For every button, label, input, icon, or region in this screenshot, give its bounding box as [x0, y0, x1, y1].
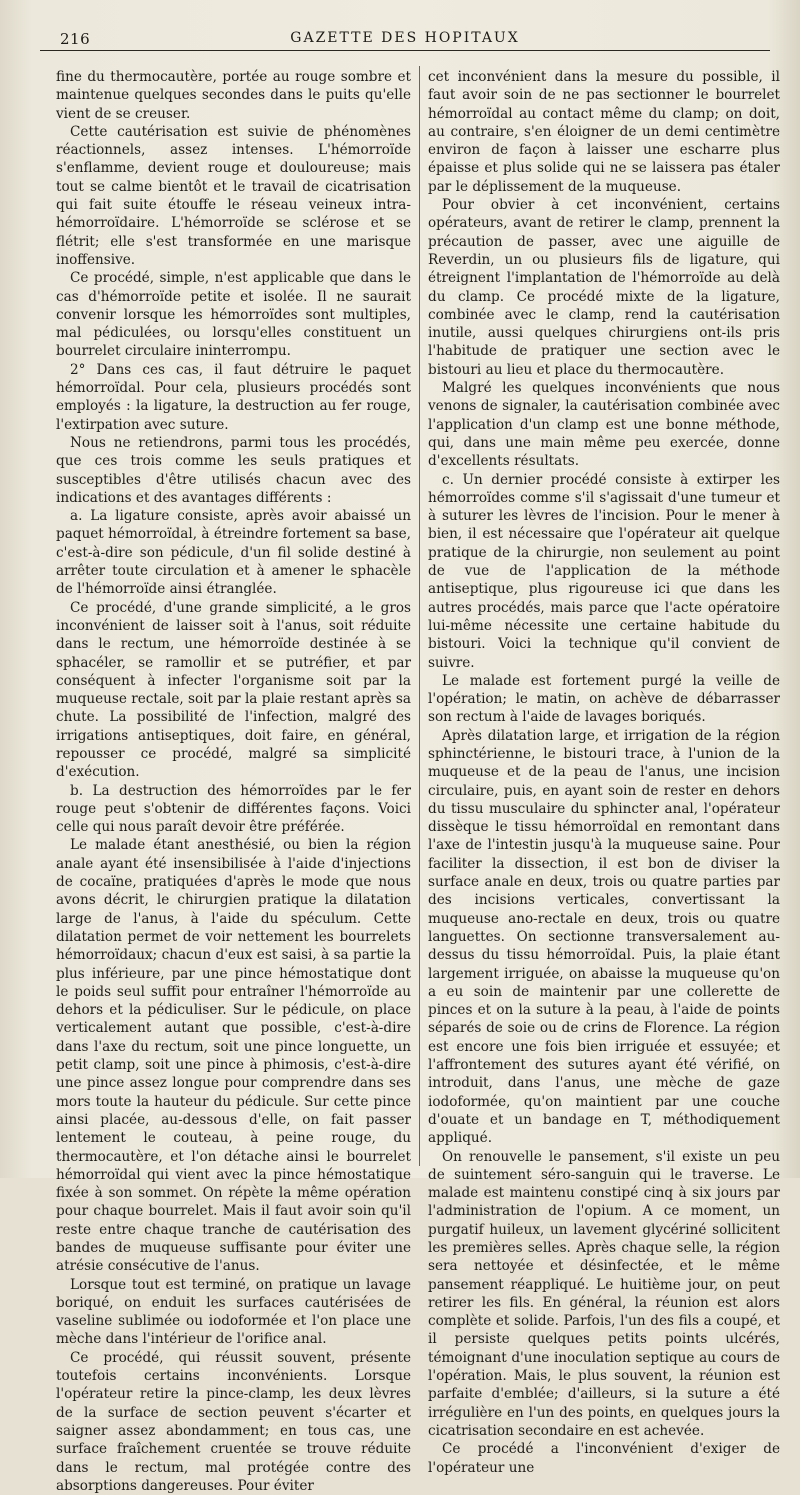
paragraph: cet inconvénient dans la mesure du possible, il faut avoir soin de ne pas sectionner le bourrelet hémorroïdal au contact même du clamp; on doit, au contraire, s'en éloigner de un demi centimètre environ de façon à laisser une escharre plus épaisse et plus solide qui ne se laissera pas étaler par le déplissement de la muqueuse. — [428, 69, 780, 195]
page-header — [40, 28, 770, 51]
paragraph: Ce procédé, simple, n'est applicable que dans le cas d'hémorroïde petite et isolée. Il ne saurait convenir lorsque les hémorroïdes sont multiples, mal pédiculées, ou lorsqu'elles constituent un bourrelet circulaire ininterrompu. — [56, 270, 411, 360]
journal-title: GAZETTE DES HOPITAUX — [290, 30, 520, 46]
paragraph: Pour obvier à cet inconvénient, certains opérateurs, avant de retirer le clamp, prennent la précaution de passer, avec une aiguille de Reverdin, un ou plusieurs fils de ligature, qui étreignent l'implantation de l'hémorroïde au delà du clamp. Ce procédé mixte de la ligature, combinée avec le clamp, rend la cautérisation inutile, aussi quelques chirurgiens ont-ils pris l'habitude de pratiquer une section avec le bistouri au lieu et place du thermocautère. — [428, 197, 780, 378]
column-divider — [419, 66, 420, 1166]
paragraph: Le malade est fortement purgé la veille de l'opération; le matin, on achève de débarrasser son rectum à l'aide de lavages boriqués. — [428, 672, 780, 726]
paragraph: Lorsque tout est terminé, on pratique un lavage boriqué, on enduit les surfaces cautérisées de vaseline sublimée ou iodoformée et l'on place une mèche dans l'intérieur de l'orifice anal. — [56, 1276, 411, 1348]
paragraph: 2° Dans ces cas, il faut détruire le paquet hémorroïdal. Pour cela, plusieurs procédés sont employés : la ligature, la destruction au fer rouge, l'extirpation avec suture. — [56, 361, 411, 433]
paragraph: Cette cautérisation est suivie de phénomènes réactionnels, assez intenses. L'hémorroïde s'enflamme, devient rouge et douloureuse; mais tout se calme bientôt et le travail de cicatrisation qui fait suite étouffe le réseau veineux intra-hémorroïdaire. L'hémorroïde se sclérose et se flétrit; elle s'est transformée en une marisque inoffensive. — [56, 123, 411, 268]
paragraph: c. Un dernier procédé consiste à extirper les hémorroïdes comme s'il s'agissait d'une tumeur et à suturer les lèvres de l'incision. Pour le mener à bien, il est nécessaire que l'opérateur ait quelque pratique de la chirurgie, non seulement au point de vue de l'application de la méthode antiseptique, plus rigoureuse ici que dans les autres procédés, mais parce que l'acte opératoire lui-même nécessite une certaine habitude du bistouri. Voici la technique qu'il convient de suivre. — [428, 471, 780, 671]
paragraph: fine du thermocautère, portée au rouge sombre et maintenue quelques secondes dans le puits qu'elle vient de se creuser. — [56, 69, 411, 122]
paragraph: Après dilatation large, et irrigation de la région sphinctérienne, le bistouri trace, à l'union de la muqueuse et de la peau de l'anus, une incision circulaire, puis, en ayant soin de rester en dehors du tissu musculaire du sphincter anal, l'opérateur dissèque le tissu hémorroïdal en remontant dans l'axe de l'intestin jusqu'à la muqueuse saine. Pour faciliter la dissection, il est bon de diviser la surface anale en deux, trois ou quatre parties par des incisions verticales, convertissant la muqueuse ano-rectale en deux, trois ou quatre languettes. On sectionne transversalement au-dessus du tissu hémorroïdal. Puis, la plaie étant largement irriguée, on abaisse la muqueuse qu'on a eu soin de maintenir par une collerette de pinces et on la suture à la peau, à l'aide de points séparés de soie ou de crins de Florence. La région est encore une fois bien irriguée et essuyée; et l'affrontement des sutures ayant été vérifié, on introduit, dans l'anus, une mèche de gaze iodoformée, qu'on maintient par une couche d'ouate et un bandage en T, méthodiquement appliqué. — [428, 727, 780, 1147]
left-column — [56, 68, 411, 1494]
paragraph: Ce procédé a l'inconvénient d'exiger de l'opérateur une — [428, 1441, 780, 1476]
paragraph: Le malade étant anesthésié, ou bien la région anale ayant été insensibilisée à l'aide d'injections de cocaïne, pratiquées d'après le mode que nous avons décrit, le chirurgien pratique la dilatation large de l'anus, à l'aide du spéculum. Cette dilatation permet de voir nettement les bourrelets hémorroïdaux; chacun d'eux est saisi, à sa partie la plus inférieure, par une pince hémostatique dont le poids seul suffit pour entraîner l'hémorroïde au dehors et la pédiculiser. Sur le pédicule, on place verticalement autant que possible, c'est-à-dire dans l'axe du rectum, soit une pince longuette, un petit clamp, soit une pince à phimosis, c'est-à-dire une pince assez longue pour comprendre dans ses mors toute la hauteur du pédicule. Sur cette pince ainsi placée, au-dessous d'elle, on fait passer lentement le couteau, à peine rouge, du thermocautère, et l'on détache ainsi le bourrelet hémorroïdal qui vient avec la pince hémostatique fixée à son sommet. On répète la même opération pour chaque bourrelet. Mais il faut avoir soin qu'il reste entre chaque tranche de cautérisation des bandes de muqueuse suffisante pour éviter une atrésie consécutive de l'anus. — [56, 837, 411, 1275]
paragraph: Malgré les quelques inconvénients que nous venons de signaler, la cautérisation combinée avec l'application d'un clamp est une bonne méthode, qui, dans une main même peu exercée, donne d'excellents résultats. — [428, 380, 780, 470]
paragraph: Ce procédé, d'une grande simplicité, a le gros inconvénient de laisser soit à l'anus, soit réduite dans le rectum, une hémorroïde destinée à se sphacéler, se ramollir et se putréfier, et par conséquent à infecter l'organisme soit par la muqueuse rectale, soit par la plaie restant après sa chute. La possibilité de l'infection, malgré des irrigations antiseptiques, doit faire, en général, repousser ce procédé, malgré sa simplicité d'exécution. — [56, 599, 411, 781]
paragraph: Ce procédé, qui réussit souvent, présente toutefois certains inconvénients. Lorsque l'opérateur retire la pince-clamp, les deux lèvres de la surface de section peuvent s'écarter et saigner assez abondamment; en tous cas, une surface fraîchement cruentée se trouve réduite dans le rectum, mal protégée contre des absorptions dangereuses. Pour éviter — [56, 1349, 411, 1494]
page-number: 216 — [60, 30, 91, 48]
paragraph: On renouvelle le pansement, s'il existe un peu de suintement séro-sanguin qui le traverse. Le malade est maintenu constipé cinq à six jours par l'administration de l'opium. A ce moment, un purgatif huileux, un lavement glycériné sollicitent les premières selles. Après chaque selle, la région sera nettoyée et désinfectée, et le même pansement réappliqué. Le huitième jour, on peut retirer les fils. En général, la réunion est alors complète et solide. Parfois, l'un des fils a coupé, et il persiste quelques petits points ulcérés, témoignant d'une inoculation septique au cours de l'opération. Mais, le plus souvent, la réunion est parfaite d'emblée; d'ailleurs, si la suture a été irrégulière en l'un des points, en quelques jours la cicatrisation secondaire en est achevée. — [428, 1148, 780, 1439]
right-column — [428, 68, 780, 1476]
paragraph: a. La ligature consiste, après avoir abaissé un paquet hémorroïdal, à étreindre fortement sa base, c'est-à-dire son pédicule, d'un fil solide destiné à arrêter toute circulation et à amener le sphacèle de l'hémorroïde ainsi étranglée. — [56, 508, 411, 598]
paragraph: b. La destruction des hémorroïdes par le fer rouge peut s'obtenir de différentes façons. Voici celle qui nous paraît devoir être préférée. — [56, 782, 411, 836]
paragraph: Nous ne retiendrons, parmi tous les procédés, que ces trois comme les seuls pratiques et susceptibles d'être utilisés chacun avec des indications et des avantages différents : — [56, 434, 411, 506]
